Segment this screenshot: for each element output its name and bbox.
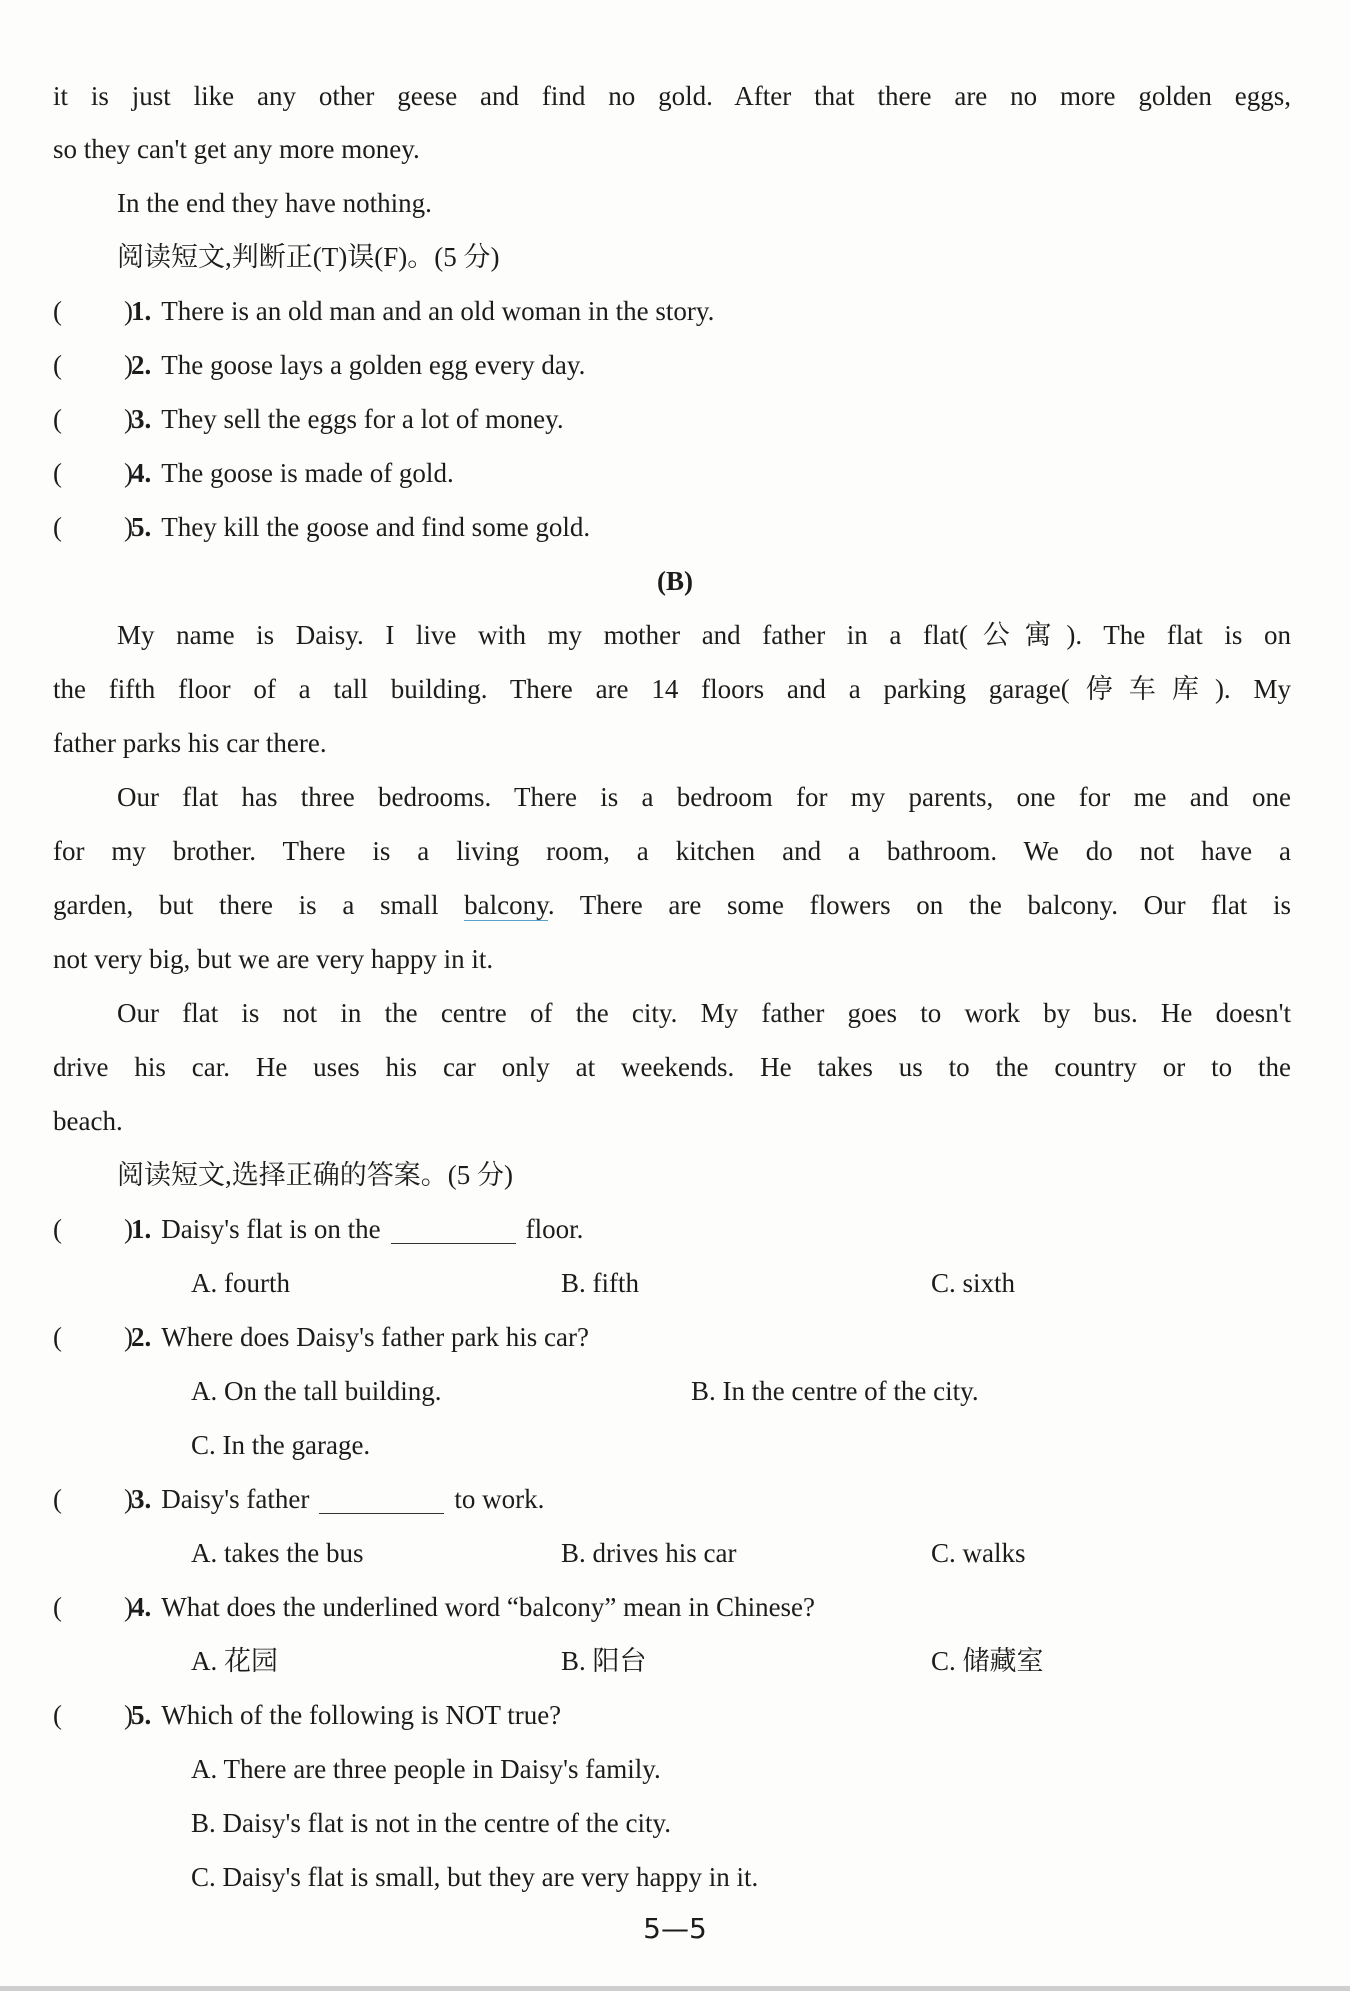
q1-option-a: A. fourth (191, 1268, 290, 1298)
choice-instruction: 阅读短文,选择正确的答案。(5 分) (117, 1160, 513, 1190)
passage-p1-line-2: the fifth floor of a tall building. There are 14 floors and a parking garage(停车库). My (53, 674, 1291, 704)
q1-option-b: B. fifth (561, 1268, 639, 1298)
passage-p3-line-3: beach. (53, 1106, 123, 1136)
page-number: 5—5 (643, 1912, 707, 1945)
true-false-instruction: 阅读短文,判断正(T)误(F)。(5 分) (117, 242, 500, 272)
story-a-line-3: In the end they have nothing. (117, 188, 432, 218)
passage-p2-line-3: garden, but there is a small balcony. There are some flowers on the balcony. Our flat is (53, 890, 1291, 920)
q4-option-a: A. 花园 (191, 1646, 278, 1676)
q3-option-b: B. drives his car (561, 1538, 737, 1568)
q4-option-c: C. 储藏室 (931, 1646, 1044, 1676)
answer-blank (391, 1217, 516, 1244)
answer-blank (319, 1487, 444, 1514)
q5-option-a: A. There are three people in Daisy's family. (191, 1754, 661, 1784)
section-b-heading: (B) (657, 566, 693, 596)
passage-p2-line-1: Our flat has three bedrooms. There is a bedroom for my parents, one for me and one (117, 782, 1291, 812)
passage-p1-line-1: My name is Daisy. I live with my mother and father in a flat(公寓). The flat is on (117, 620, 1291, 650)
tf-question-1: ( )1. There is an old man and an old woman in the story. (53, 296, 715, 326)
passage-p2-line-2: for my brother. There is a living room, a kitchen and a bathroom. We do not have a (53, 836, 1291, 866)
tf-question-4: ( )4. The goose is made of gold. (53, 458, 454, 488)
mc-question-5: ( )5. Which of the following is NOT true? (53, 1700, 562, 1730)
tf-question-3: ( )3. They sell the eggs for a lot of money. (53, 404, 564, 434)
mc-question-3: ( )3. Daisy's father to work. (53, 1484, 545, 1514)
q5-option-c: C. Daisy's flat is small, but they are very happy in it. (191, 1862, 759, 1892)
mc-question-2: ( )2. Where does Daisy's father park his car? (53, 1322, 589, 1352)
q5-option-b: B. Daisy's flat is not in the centre of the city. (191, 1808, 672, 1838)
underlined-word-balcony: balcony (464, 890, 548, 920)
mc-question-1: ( )1. Daisy's flat is on the floor. (53, 1214, 584, 1244)
story-a-line-1: it is just like any other geese and find no gold. After that there are no more golden eggs, (53, 81, 1291, 111)
passage-p3-line-1: Our flat is not in the centre of the city. My father goes to work by bus. He doesn't (117, 998, 1291, 1028)
q4-option-b: B. 阳台 (561, 1646, 647, 1676)
story-a-line-2: so they can't get any more money. (53, 134, 420, 164)
q2-option-b: B. In the centre of the city. (691, 1376, 979, 1406)
q3-option-a: A. takes the bus (191, 1538, 364, 1568)
tf-question-2: ( )2. The goose lays a golden egg every day. (53, 350, 586, 380)
q2-option-a: A. On the tall building. (191, 1376, 442, 1406)
q3-option-c: C. walks (931, 1538, 1026, 1568)
passage-p2-line-4: not very big, but we are very happy in it. (53, 944, 494, 974)
passage-p3-line-2: drive his car. He uses his car only at weekends. He takes us to the country or to the (53, 1052, 1291, 1082)
q2-option-c: C. In the garage. (191, 1430, 371, 1460)
mc-question-4: ( )4. What does the underlined word “balcony” mean in Chinese? (53, 1592, 816, 1622)
q1-option-c: C. sixth (931, 1268, 1016, 1298)
passage-p1-line-3: father parks his car there. (53, 728, 327, 758)
tf-question-5: ( )5. They kill the goose and find some gold. (53, 512, 591, 542)
page-edge-divider (0, 1986, 1350, 1991)
